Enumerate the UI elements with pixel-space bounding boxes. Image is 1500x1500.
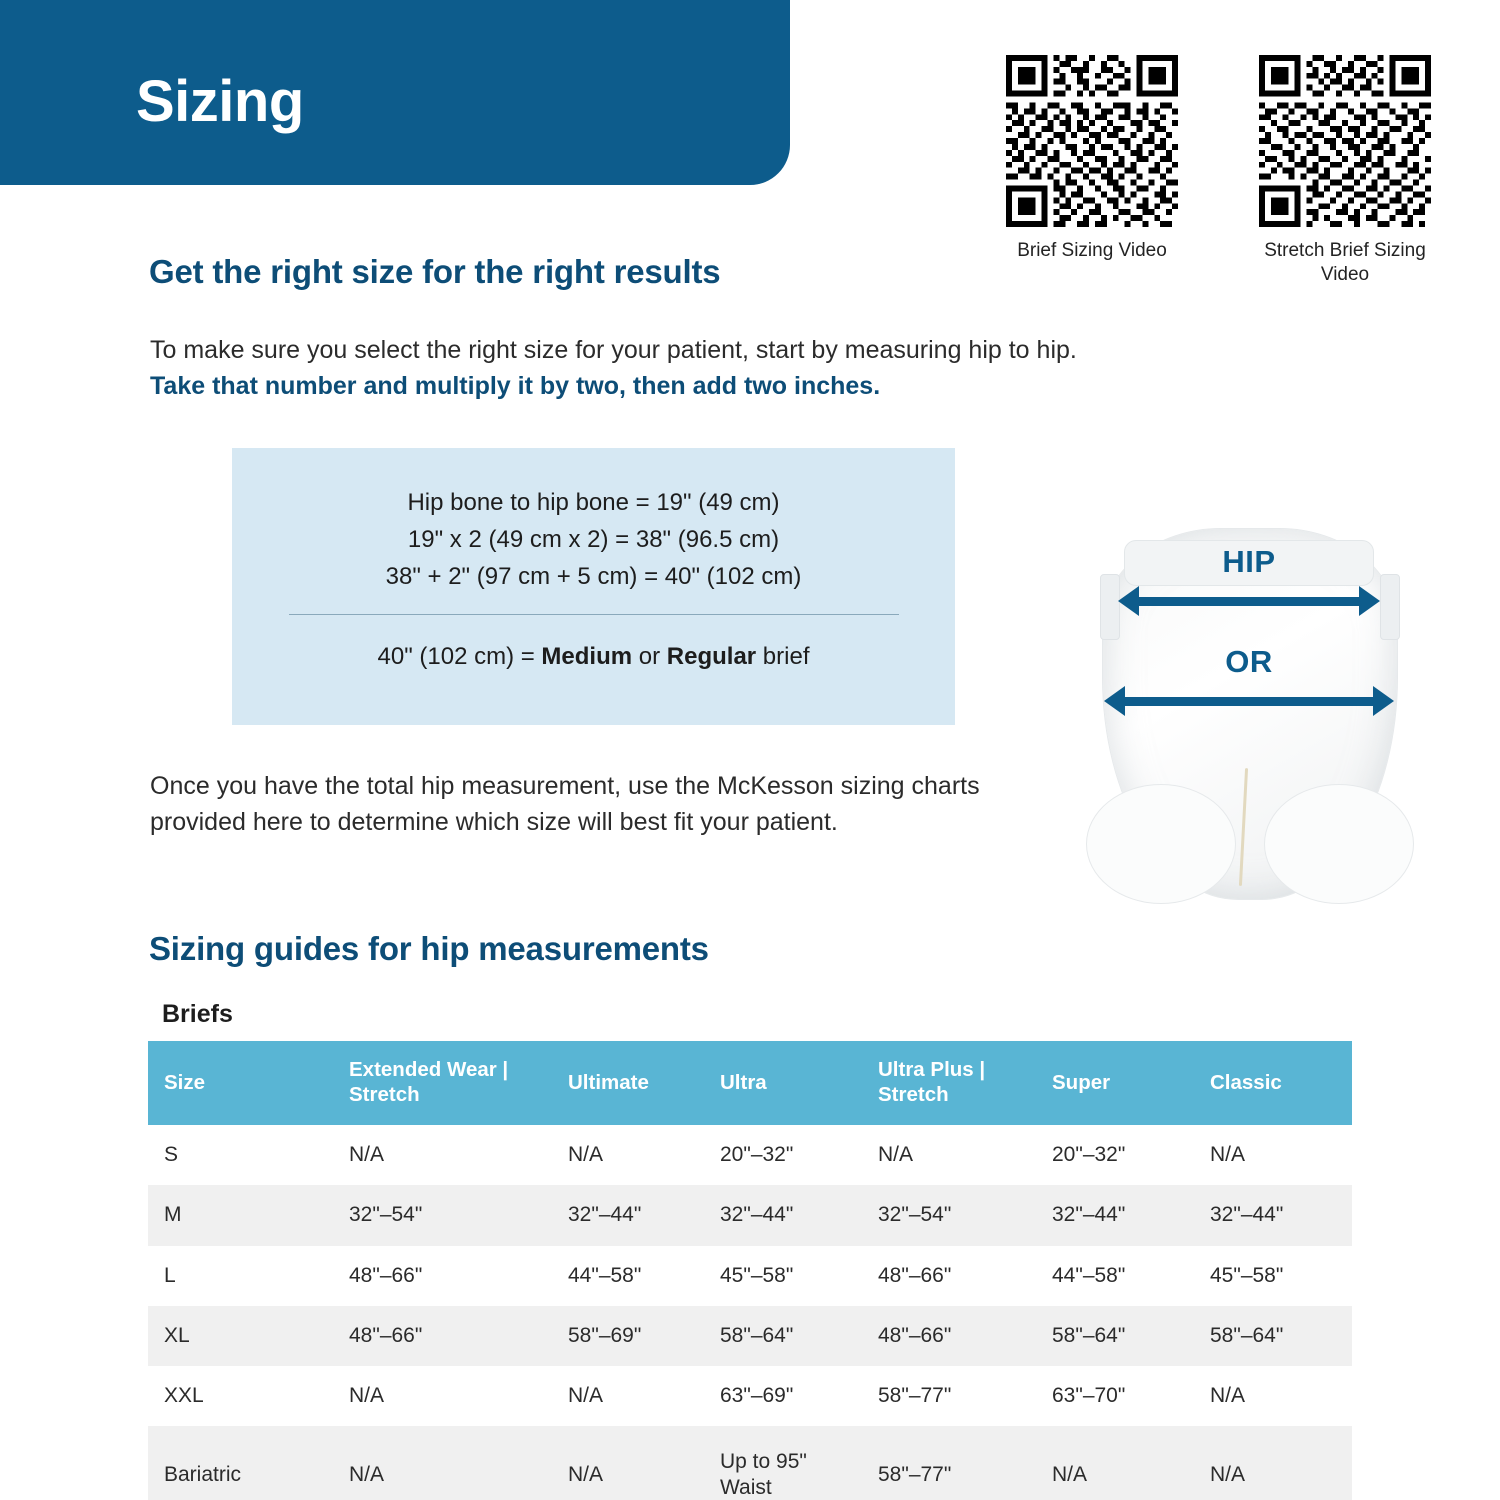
- intro-plain-text: To make sure you select the right size for your patient, start by measuring hip to hip.: [150, 336, 1077, 364]
- cell-super: 20"–32": [1036, 1125, 1194, 1185]
- table-row: [148, 1426, 1352, 1500]
- or-arrow-line: [1125, 697, 1373, 706]
- calc-result: [232, 643, 955, 671]
- cell-ultra: Up to 95" Waist: [704, 1426, 862, 1500]
- table-body: [148, 1125, 1352, 1500]
- table-row: [148, 1306, 1352, 1366]
- cell-ultra: 20"–32": [704, 1125, 862, 1185]
- column-header-ultra: Ultra: [704, 1041, 862, 1125]
- cell-ultimate: 44"–58": [552, 1246, 704, 1306]
- calc-result-prefix: 40" (102 cm) =: [377, 642, 542, 670]
- cell-ultra: 58"–64": [704, 1306, 862, 1366]
- brief-tab-left: [1100, 574, 1120, 640]
- cell-extended-wear: 32"–54": [333, 1185, 552, 1245]
- cell-extended-wear: N/A: [333, 1366, 552, 1426]
- calc-result-middle: or: [632, 642, 667, 670]
- cell-extended-wear: 48"–66": [333, 1246, 552, 1306]
- cell-ultimate: 58"–69": [552, 1306, 704, 1366]
- cell-super: 32"–44": [1036, 1185, 1194, 1245]
- cell-ultimate: N/A: [552, 1426, 704, 1500]
- cell-classic: N/A: [1194, 1426, 1352, 1500]
- calc-line-3: 38" + 2" (97 cm + 5 cm) = 40" (102 cm): [385, 563, 802, 591]
- calculation-example-box: [232, 448, 955, 725]
- cell-extended-wear: 48"–66": [333, 1306, 552, 1366]
- table-header: [148, 1041, 1352, 1125]
- calc-result-suffix: brief: [756, 642, 810, 670]
- brief-sizing-video-qr-icon[interactable]: [1006, 55, 1178, 227]
- cell-size: M: [148, 1185, 333, 1245]
- column-header-ultimate: Ultimate: [552, 1041, 704, 1125]
- cell-ultra: 32"–44": [704, 1185, 862, 1245]
- cell-size: XL: [148, 1306, 333, 1366]
- sizing-guides-heading: Sizing guides for hip measurements: [149, 930, 709, 967]
- cell-size: L: [148, 1246, 333, 1306]
- cell-ultimate: N/A: [552, 1125, 704, 1185]
- brief-leg-opening-right: [1264, 784, 1414, 904]
- cell-ultra-plus: 48"–66": [862, 1306, 1036, 1366]
- table-row: [148, 1246, 1352, 1306]
- brief-leg-opening-left: [1086, 784, 1236, 904]
- stretch-brief-sizing-video-caption: Stretch Brief Sizing Video: [1264, 240, 1426, 286]
- cell-classic: N/A: [1194, 1366, 1352, 1426]
- cell-size: S: [148, 1125, 333, 1185]
- hip-arrow-label: HIP: [1222, 544, 1276, 579]
- page-title: Sizing: [136, 69, 304, 134]
- table-row: [148, 1185, 1352, 1245]
- sizing-charts-paragraph: Once you have the total hip measurement, use the McKesson sizing charts provided here to determine which size will best fit your patient.: [150, 772, 980, 837]
- or-arrow-label: OR: [1225, 644, 1273, 679]
- cell-extended-wear: N/A: [333, 1426, 552, 1500]
- brief-sizing-video-caption: Brief Sizing Video: [1017, 240, 1167, 261]
- cell-ultra-plus: 32"–54": [862, 1185, 1036, 1245]
- cell-ultra: 63"–69": [704, 1366, 862, 1426]
- column-header-extended-wear-stretch: Extended Wear | Stretch: [333, 1041, 552, 1125]
- cell-classic: 45"–58": [1194, 1246, 1352, 1306]
- hip-arrow-head-left: [1118, 586, 1139, 616]
- column-header-size: Size: [148, 1041, 333, 1125]
- cell-ultra-plus: 48"–66": [862, 1246, 1036, 1306]
- cell-super: 44"–58": [1036, 1246, 1194, 1306]
- hip-arrow-head-right: [1359, 586, 1380, 616]
- cell-classic: 58"–64": [1194, 1306, 1352, 1366]
- cell-ultimate: N/A: [552, 1366, 704, 1426]
- column-header-ultra-plus-stretch: Ultra Plus | Stretch: [862, 1041, 1036, 1125]
- table-row: [148, 1366, 1352, 1426]
- cell-ultra-plus: 58"–77": [862, 1366, 1036, 1426]
- intro-paragraph: [150, 333, 1080, 404]
- cell-extended-wear: N/A: [333, 1125, 552, 1185]
- cell-classic: 32"–44": [1194, 1185, 1352, 1245]
- table-label-briefs: Briefs: [162, 1000, 233, 1028]
- or-arrow-head-left: [1104, 686, 1125, 716]
- cell-ultra: 45"–58": [704, 1246, 862, 1306]
- calc-result-fit: Regular: [666, 642, 757, 670]
- cell-ultra-plus: 58"–77": [862, 1426, 1036, 1500]
- table-header-row: [148, 1041, 1352, 1125]
- calculation-lines: [232, 448, 955, 596]
- table-row: [148, 1125, 1352, 1185]
- intro-bold-text: Take that number and multiply it by two, then add two inches.: [150, 371, 881, 400]
- hip-measurement-arrow: [1118, 544, 1380, 616]
- brief-tab-right: [1380, 574, 1400, 640]
- calc-result-size: Medium: [541, 642, 633, 670]
- column-header-classic: Classic: [1194, 1041, 1352, 1125]
- hip-arrow-line: [1139, 597, 1359, 606]
- or-arrow-head-right: [1373, 686, 1394, 716]
- cell-super: 63"–70": [1036, 1366, 1194, 1426]
- brief-sizing-video-qr-block[interactable]: [992, 55, 1192, 263]
- calc-divider: [289, 614, 899, 615]
- calc-line-2: 19" x 2 (49 cm x 2) = 38" (96.5 cm): [407, 526, 780, 554]
- cell-ultimate: 32"–44": [552, 1185, 704, 1245]
- cell-super: 58"–64": [1036, 1306, 1194, 1366]
- brief-product-illustration: [1090, 518, 1410, 908]
- cell-classic: N/A: [1194, 1125, 1352, 1185]
- stretch-brief-sizing-video-qr-icon[interactable]: [1259, 55, 1431, 227]
- cell-size: Bariatric: [148, 1426, 333, 1500]
- briefs-sizing-table: [148, 1041, 1352, 1500]
- column-header-super: Super: [1036, 1041, 1194, 1125]
- calc-line-1: Hip bone to hip bone = 19" (49 cm): [407, 489, 780, 516]
- cell-ultra-plus: N/A: [862, 1125, 1036, 1185]
- header-banner: [0, 0, 790, 185]
- stretch-brief-sizing-video-qr-block[interactable]: [1245, 55, 1445, 288]
- or-measurement-arrow: [1104, 644, 1394, 716]
- cell-super: N/A: [1036, 1426, 1194, 1500]
- right-size-heading: Get the right size for the right results: [149, 253, 721, 290]
- cell-size: XXL: [148, 1366, 333, 1426]
